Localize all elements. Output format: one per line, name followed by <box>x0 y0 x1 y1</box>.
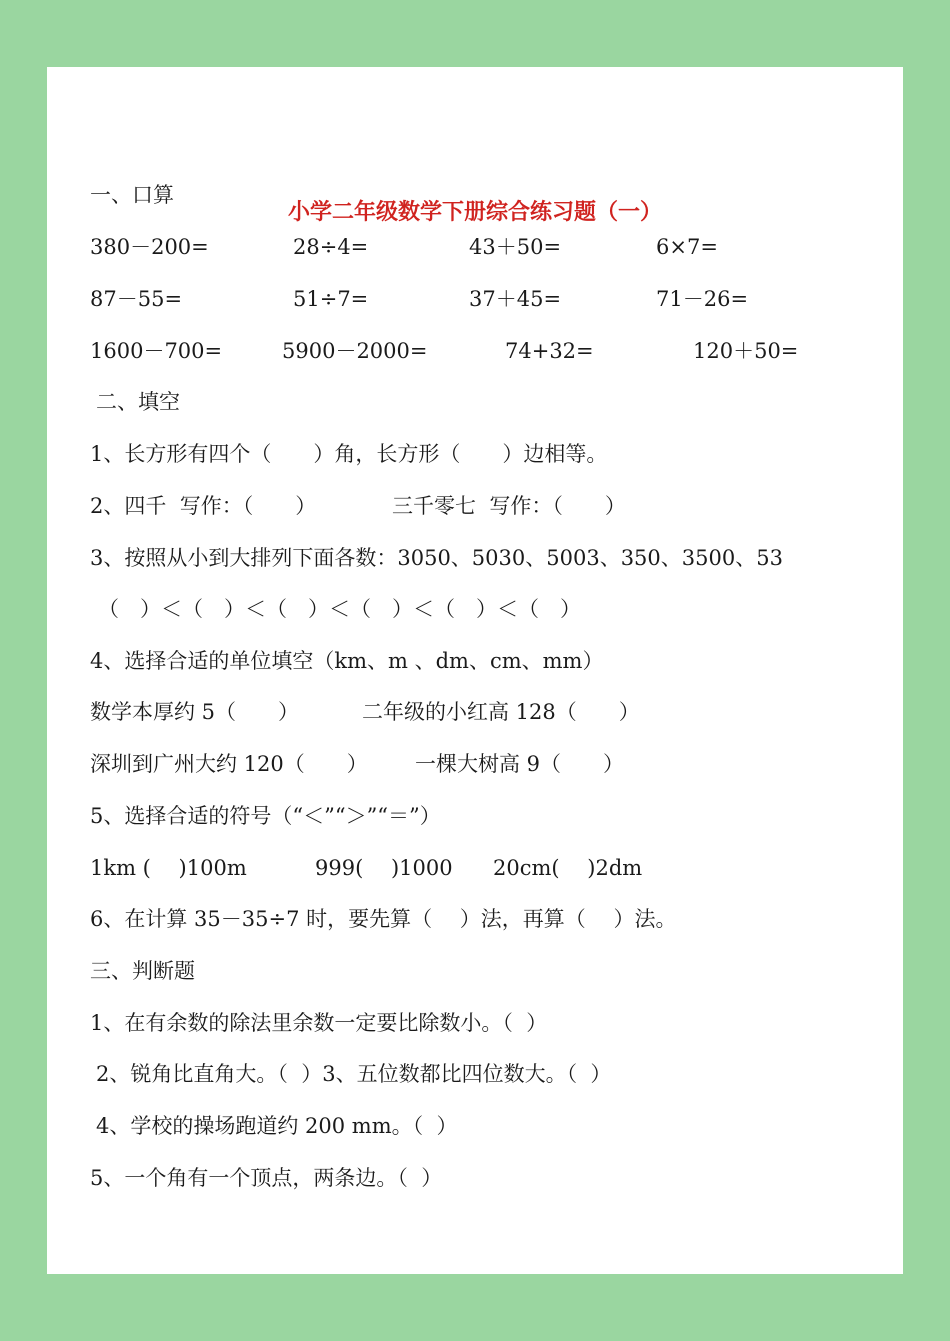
section1-heading: 一、口算 <box>90 183 174 207</box>
calc-r1c1: 380－200= <box>90 235 209 259</box>
fill-q4c: 深圳到广州大约 120（ ） <box>90 752 368 776</box>
fill-q4a: 数学本厚约 5（ ） <box>90 700 300 724</box>
calc-r1c3: 43＋50= <box>469 235 562 259</box>
fill-q4d: 一棵大树高 9（ ） <box>415 752 625 776</box>
calc-r3c1: 1600－700= <box>90 339 223 363</box>
calc-r3c2: 5900－2000= <box>282 339 428 363</box>
fill-q5: 5、选择合适的符号（“＜”“＞”“＝”） <box>90 804 441 828</box>
judge-q5: 5、一个角有一个顶点，两条边。（ ） <box>90 1166 443 1190</box>
fill-q5a: 1km ( )100m <box>90 856 247 880</box>
fill-q2a: 2、四千 写作：（ ） <box>90 494 317 518</box>
judge-q1: 1、在有余数的除法里余数一定要比除数小。（ ） <box>90 1011 548 1035</box>
calc-r2c2: 51÷7= <box>293 287 369 311</box>
calc-r3c3: 74+32= <box>505 339 594 363</box>
judge-q2-q3: 2、锐角比直角大。（ ）3、五位数都比四位数大。（ ） <box>96 1062 612 1086</box>
fill-q5b: 999( )1000 <box>315 856 453 880</box>
fill-q4: 4、选择合适的单位填空（km、m 、dm、cm、mm） <box>90 649 604 673</box>
section2-heading: 二、填空 <box>96 390 180 414</box>
fill-q5c: 20cm( )2dm <box>493 856 643 880</box>
fill-q3-blanks: （ ）＜（ ）＜（ ）＜（ ）＜（ ）＜（ ） <box>98 597 581 621</box>
section3-heading: 三、判断题 <box>90 959 195 983</box>
calc-r2c3: 37＋45= <box>469 287 562 311</box>
worksheet-title: 小学二年级数学下册综合练习题（一） <box>287 199 662 225</box>
fill-q6: 6、在计算 35－35÷7 时，要先算（ ）法，再算（ ）法。 <box>90 907 677 931</box>
judge-q4: 4、学校的操场跑道约 200 mm。（ ） <box>96 1114 458 1138</box>
fill-q2b: 三千零七 写作：（ ） <box>392 494 626 518</box>
calc-r3c4: 120＋50= <box>693 339 799 363</box>
fill-q4b: 二年级的小红高 128（ ） <box>362 700 640 724</box>
calc-r1c4: 6×7= <box>656 235 718 259</box>
calc-r2c4: 71－26= <box>656 287 749 311</box>
calc-r1c2: 28÷4= <box>293 235 369 259</box>
fill-q1: 1、长方形有四个（ ）角，长方形（ ）边相等。 <box>90 442 608 466</box>
calc-r2c1: 87－55= <box>90 287 183 311</box>
fill-q3: 3、按照从小到大排列下面各数：3050、5030、5003、350、3500、53 <box>90 546 783 570</box>
